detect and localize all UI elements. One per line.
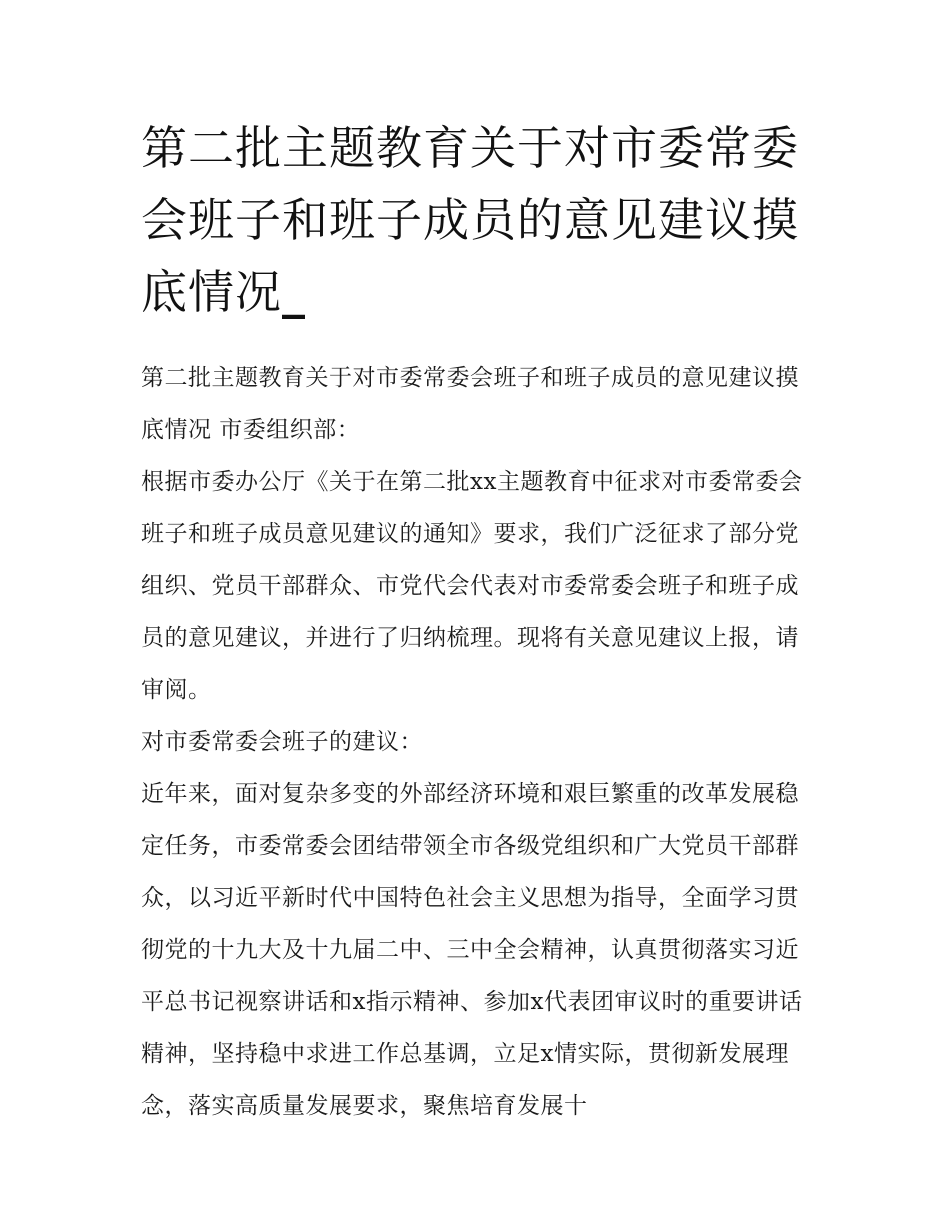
section-heading: 对市委常委会班子的建议： — [141, 729, 423, 755]
document-title — [141, 112, 821, 328]
document-body — [141, 352, 821, 1132]
title-underscore: _ — [282, 265, 306, 319]
paragraph-intro: 根据市委办公厅《关于在第二批xx主题教育中征求对市委常委会班子和班子成员意见建议的通知》要求，我们广泛征求了部分党组织、党员干部群众、市党代会代表对市委常委会班子和班子成员的意见建议，并进行了归纳梳理。现将有关意见建议上报，请审阅。 — [141, 469, 803, 703]
paragraph-recipient: 第二批主题教育关于对市委常委会班子和班子成员的意见建议摸底情况 市委组织部： — [141, 365, 799, 443]
document-title-text: 第二批主题教育关于对市委常委会班子和班子成员的意见建议摸底情况 — [141, 121, 799, 319]
paragraph-body: 近年来，面对复杂多变的外部经济环境和艰巨繁重的改革发展稳定任务，市委常委会团结带领全市各级党组织和广大党员干部群众，以习近平新时代中国特色社会主义思想为指导，全面学习贯彻党的十九大及十九届二中、三中全会精神，认真贯彻落实习近平总书记视察讲话和x指示精神、参加x代表团审议时的重要讲话精神，坚持稳中求进工作总基调，立足x情实际，贯彻新发展理念，落实高质量发展要求，聚焦培育发展十 — [141, 781, 803, 1119]
